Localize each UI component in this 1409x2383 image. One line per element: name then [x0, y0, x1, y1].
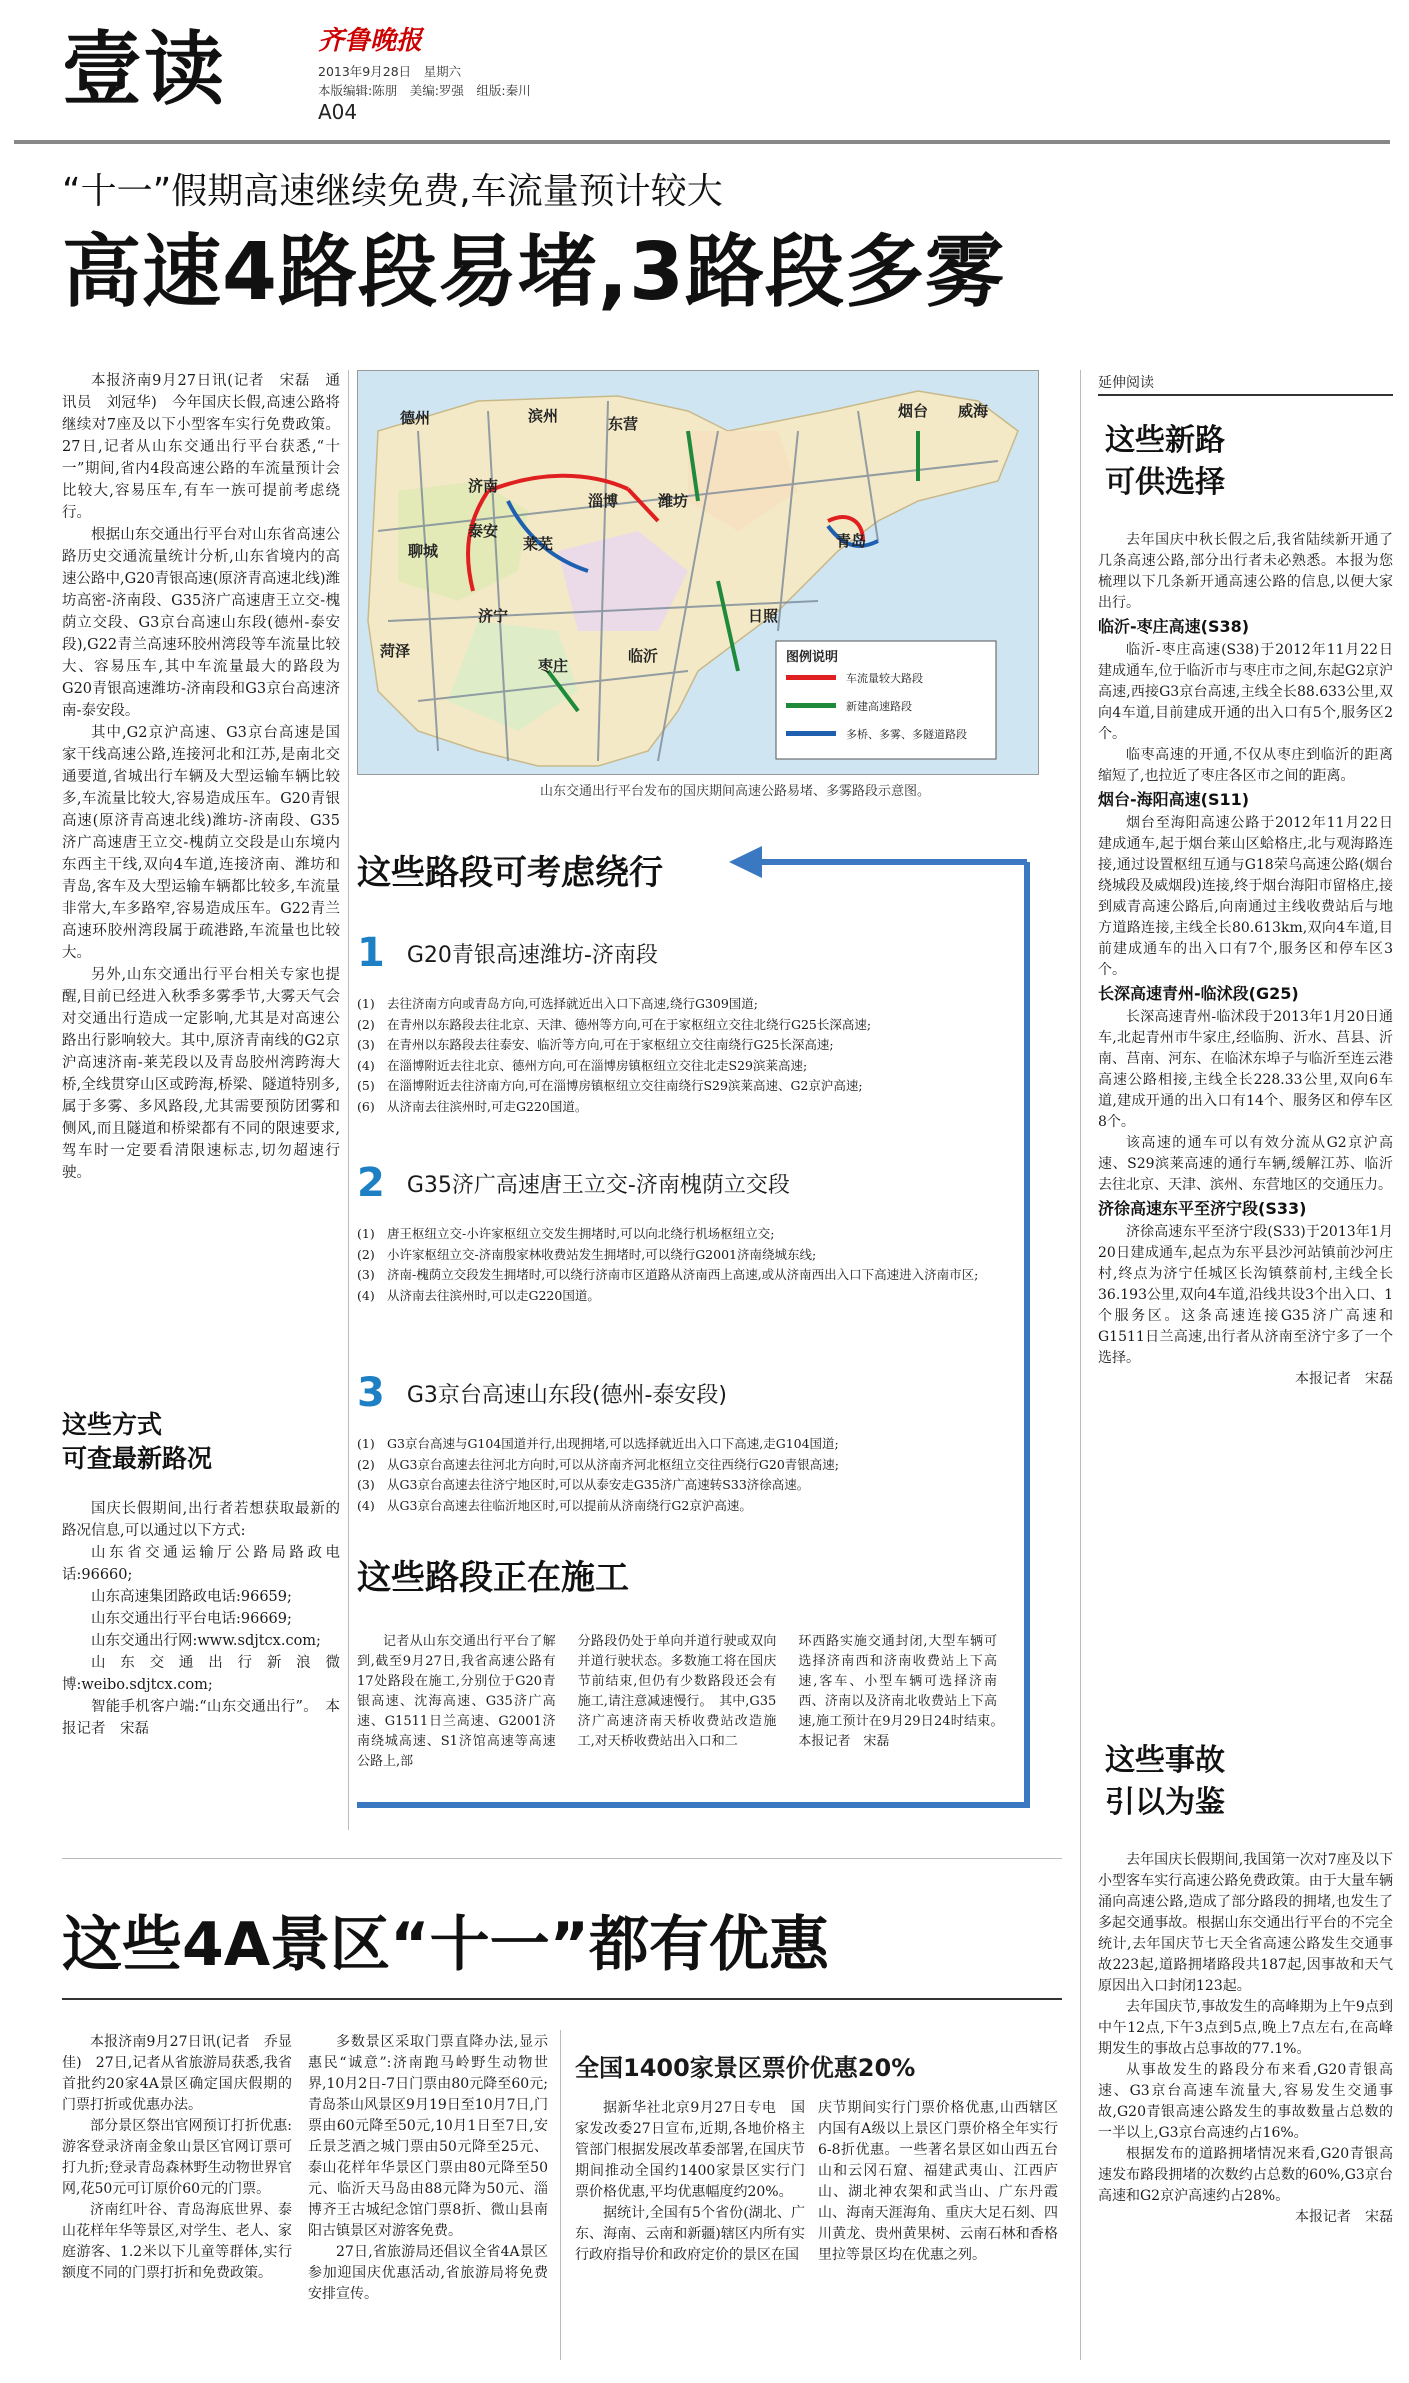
city-label: 烟台	[898, 402, 929, 420]
route-item: (1) 去往济南方向或青岛方向,可选择就近出入口下高速,绕行G309国道;	[357, 996, 759, 1011]
map-caption: 山东交通出行平台发布的国庆期间高速公路易堵、多雾路段示意图。	[540, 784, 931, 799]
route-item: (3) 在青州以东路段去往泰安、临沂等方向,可在于家枢纽立交往南绕行G25长深高速;	[357, 1037, 834, 1052]
route-title: G20青银高速潍坊-济南段	[406, 942, 658, 968]
paragraph: 山东交通出行新浪微博:weibo.sdjtcx.com;	[62, 1655, 340, 1693]
lead-article-col1	[62, 370, 340, 1184]
scenic-col3	[575, 2098, 805, 2266]
editor-credits: 本版编辑:陈朋 美编:罗强 组版:秦川	[318, 83, 531, 98]
route-item: (4) 从G3京台高速去往临沂地区时,可以提前从济南绕行G2京沪高速。	[357, 1497, 752, 1513]
paragraph: 其中,G2京沪高速、G3京台高速是国家干线高速公路,连接河北和江苏,是南北交通要道,省城出行车辆及大型运输车辆比较多,车流量比较大,容易造成压车。G20青银高速(原济青高速北线)潍坊-济南段、G35济广高速唐王立交-槐荫立交段是山东境内东西主干线,双向4车道,连接济南、潍坊和青岛,客车及大型运输车辆都比较多,车流量非常大,车多路窄,容易造成压车。G22青兰高速环胶州湾段属于疏港路,车流量也比较大。	[62, 725, 340, 961]
scenic-col2	[308, 2032, 548, 2305]
scenic-headline: 这些4A景区“十一”都有优惠	[62, 1910, 830, 1980]
city-label: 青岛	[836, 532, 867, 550]
route-1	[357, 930, 997, 1117]
city-label: 枣庄	[538, 657, 569, 675]
route-item: (6) 从济南去往滨州时,可走G220国道。	[357, 1098, 588, 1114]
road-info-heading: 这些方式 可查最新路况	[62, 1410, 213, 1473]
city-label: 东营	[608, 415, 639, 433]
paragraph: 本报济南9月27日讯(记者 乔显佳) 27日,记者从省旅游局获悉,我省首批约20家4A景区确定国庆假期的门票打折或优惠办法。	[62, 2034, 292, 2113]
scenic-col1	[62, 2032, 292, 2284]
route-number: 2	[357, 1160, 385, 1206]
paragraph: 去年国庆长假期间,我国第一次对7座及以下小型客车实行高速公路免费政策。由于大量车辆涌向高速公路,造成了部分路段的拥堵,也发生了多起交通事故。根据山东交通出行平台的不完全统计,去年国庆节七天全省高速公路发生交通事故223起,道路拥堵路段共187起,因事故和天气原因出入口封闭123起。	[1098, 1852, 1393, 1994]
paragraph: 27日,省旅游局还倡议全省4A景区参加迎国庆优惠活动,省旅游局将免费安排宣传。	[308, 2244, 548, 2302]
legend-swatch	[786, 675, 836, 680]
city-label: 德州	[400, 409, 431, 427]
issue-date: 2013年9月28日 星期六	[318, 64, 462, 79]
header-rule	[14, 140, 1390, 144]
paragraph: 国庆长假期间,出行者若想获取最新的路况信息,可以通过以下方式:	[62, 1501, 340, 1539]
route-item: (2) 小许家枢纽立交-济南殷家林收费站发生拥堵时,可以绕行G2001济南绕城东线;	[357, 1246, 817, 1262]
city-label: 聊城	[408, 542, 439, 560]
route-item: (1) 唐王枢纽立交-小许家枢纽立交发生拥堵时,可以向北绕行机场枢纽立交;	[357, 1226, 775, 1241]
route-item: (3) 从G3京台高速去往济宁地区时,可以从泰安走G35济广高速转S33济徐高速。	[357, 1477, 810, 1492]
route-number: 1	[357, 930, 385, 976]
column-divider	[560, 2030, 561, 2360]
paragraph: 从事故发生的路段分布来看,G20青银高速、G3京台高速车流量大,容易发生交通事故,G20青银高速公路发生的事故数量占总数的一半以上,G3京台高速约占16%。	[1098, 2062, 1393, 2141]
route-item: (2) 在青州以东路段去往北京、天津、德州等方向,可在于家枢纽立交往北绕行G25长深高速;	[357, 1016, 872, 1032]
paragraph: 山东交通出行平台电话:96669;	[91, 1611, 292, 1627]
legend-swatch	[786, 703, 836, 708]
paragraph: 分路段仍处于单向并道行驶或双向并道行驶状态。多数施工将在国庆节前结束,但仍有少数路段还会有施工,请注意减速慢行。 其中,G35济广高速济南天桥收费站改造施工,对天桥收费站出入口和二	[577, 1634, 777, 1749]
map-graphic	[358, 371, 1039, 775]
paragraph: 去年国庆中秋长假之后,我省陆续新开通了几条高速公路,部分出行者未必熟悉。本报为您梳理以下几条新开通高速公路的信息,以便大家出行。	[1098, 532, 1393, 611]
arrow-left-icon	[729, 846, 762, 878]
paragraph: 临枣高速的开通,不仅从枣庄到临沂的距离缩短了,也拉近了枣庄各区市之间的距离。	[1098, 747, 1393, 784]
scenic-col4	[818, 2098, 1058, 2266]
new-roads-article	[1098, 530, 1393, 1390]
route-2	[357, 1160, 997, 1306]
paragraph: 据统计,全国有5个省份(湖北、广东、海南、云南和新疆)辖区内所有实行政府指导价和政府定价的景区在国	[575, 2205, 805, 2263]
route-title: G3京台高速山东段(德州-泰安段)	[406, 1382, 727, 1408]
lead-kicker: “十一”假期高速继续免费,车流量预计较大	[62, 171, 723, 212]
byline: 本报记者 宋磊	[1295, 1371, 1393, 1387]
shandong-map	[357, 370, 1039, 775]
legend-swatch	[786, 731, 836, 736]
svg-text:新建高速路段: 新建高速路段	[846, 700, 912, 713]
paragraph: 烟台至海阳高速公路于2012年11月22日建成通车,起于烟台莱山区蛤格庄,北与观海路连接,通过设置枢纽互通与G18荣乌高速公路(烟台绕城段及威烟段)连接,终于烟台海阳市留格庄,接到威青高速公路后,向南通过主线收费站后与地方道路连接,主线全长80.613km,双向4车道,目前建成通车的出入口有7个,服务区和停车区3个。	[1098, 815, 1393, 978]
paragraph: 去年国庆节,事故发生的高峰期为上午9点到中午12点,下午3点到5点,晚上7点左右,在高峰期发生的事故占总事故的77.1%。	[1098, 1999, 1393, 2057]
paragraph: 另外,山东交通出行平台相关专家也提醒,目前已经进入秋季多雾季节,大雾天气会对交通出行造成一定影响,尤其是对高速公路出行影响较大。其中,原济青南线的G2京沪高速济南-莱芜段以及青岛胶州湾跨海大桥,全线贯穿山区或跨海,桥梁、隧道特别多,属于多雾、多风路段,尤其需要预防团雾和侧风,而且隧道和桥梁都有不同的限速要求,驾车时一定要看清限速标志,切勿超速行驶。	[62, 967, 340, 1181]
svg-text:图例说明: 图例说明	[786, 650, 839, 665]
road-subhead: 烟台-海阳高速(S11)	[1098, 790, 1250, 809]
header-meta	[318, 62, 531, 100]
city-label: 济南	[468, 477, 499, 495]
scenic-subhead: 全国1400家景区票价优惠20%	[575, 2054, 916, 2082]
further-reading-label: 延伸阅读	[1098, 372, 1393, 396]
construction-article	[357, 1632, 1024, 1772]
paragraph: 根据山东交通出行平台对山东省高速公路历史交通流量统计分析,山东省境内的高速公路中,G20青银高速(原济青高速北线)潍坊高密-济南段、G35济广高速唐王立交-槐荫立交段、G3京台高速山东段(德州-泰安段),G22青兰高速环胶州湾段等车流量比较大、容易压车,其中车流量最大的路段为G20青银高速潍坊-济南段和G3京台高速济南-泰安段。	[62, 527, 340, 719]
road-subhead: 长深高速青州-临沭段(G25)	[1098, 984, 1299, 1003]
route-item: (5) 在淄博附近去往济南方向,可在淄博房镇枢纽立交往南绕行S29滨莱高速、G2京沪高速;	[357, 1078, 863, 1093]
paragraph: 山东高速集团路政电话:96659;	[91, 1589, 292, 1605]
column-divider	[1080, 370, 1081, 2360]
route-number: 3	[357, 1370, 385, 1416]
city-label: 威海	[958, 402, 989, 420]
city-label: 莱芜	[523, 535, 554, 553]
city-label: 淄博	[588, 492, 619, 510]
paragraph: 长深高速青州-临沭段于2013年1月20日通车,北起青州市牛家庄,经临朐、沂水、莒县、沂南、莒南、河东、在临沭东埠子与临沂至连云港高速公路相接,主线全长228.33公里,双向6车道,建成开通的出入口有14个、服务区和停车区8个。	[1098, 1009, 1393, 1130]
headline-rule	[62, 1998, 1062, 2000]
road-subhead: 临沂-枣庄高速(S38)	[1098, 617, 1250, 636]
paragraph: 环西路实施交通封闭,大型车辆可选择济南西和济南收费站上下高速,客车、小型车辆可选择济南西、济南以及济南北收费站上下高速,施工预计在9月29日24时结束。 本报记者 宋磊	[798, 1634, 1024, 1749]
lead-headline: 高速4路段易堵,3路段多雾	[62, 226, 1005, 318]
svg-text:车流量较大路段: 车流量较大路段	[846, 672, 923, 685]
paragraph: 该高速的通车可以有效分流从G2京沪高速、S29滨莱高速的通行车辆,缓解江苏、临沂去往北京、天津、滨州、东营地区的交通压力。	[1098, 1135, 1393, 1193]
accident-heading: 这些事故 引以为鉴	[1105, 1743, 1225, 1820]
route-item: (3) 济南-槐荫立交段发生拥堵时,可以绕行济南市区道路从济南西上高速,或从济南西出入口下高速进入济南市区;	[357, 1267, 979, 1282]
section-masthead: 壹读	[62, 23, 226, 116]
city-label: 滨州	[528, 407, 559, 425]
svg-text:多桥、多雾、多隧道路段: 多桥、多雾、多隧道路段	[846, 728, 967, 741]
section-divider	[62, 1858, 1062, 1859]
route-title: G35济广高速唐王立交-济南槐荫立交段	[406, 1172, 790, 1198]
paragraph: 济徐高速东平至济宁段(S33)于2013年1月20日建成通车,起点为东平县沙河站镇前沙河庄村,终点为济宁任城区长沟镇蔡前村,主线全长36.193公里,双向4车道,沿线共设3个出入口、1个服务区。这条高速连接G35济广高速和G1511日兰高速,出行者从济南至济宁多了一个选择。	[1098, 1224, 1393, 1366]
city-label: 潍坊	[658, 492, 689, 510]
paragraph: 根据发布的道路拥堵情况来看,G20青银高速发布路段拥堵的次数约占总数的60%,G3京台高速和G2京沪高速约占28%。	[1098, 2146, 1393, 2204]
paragraph: 据新华社北京9月27日专电 国家发改委27日宣布,近期,各地价格主管部门根据发展改革委部署,在国庆节期间推动全国约1400家景区实行门票价格优惠,平均优惠幅度约20%。	[575, 2100, 805, 2200]
city-label: 日照	[748, 607, 779, 625]
route-item: (4) 从济南去往滨州时,可以走G220国道。	[357, 1287, 600, 1303]
paragraph: 临沂-枣庄高速(S38)于2012年11月22日建成通车,位于临沂市与枣庄市之间,东起G2京沪高速,西接G3京台高速,主线全长88.633公里,双向4车道,目前建成开通的出入口有5个,服务区2个。	[1098, 642, 1393, 742]
city-label: 济宁	[478, 607, 509, 625]
city-label: 临沂	[628, 647, 659, 665]
paragraph: 庆节期间实行门票价格优惠,山西辖区内国有A级以上景区门票价格全年实行6-8折优惠。一些著名景区如山西五台山和云冈石窟、福建武夷山、江西庐山、湖北神农架和武当山、广东丹霞山、海南天涯海角、重庆大足石刻、四川黄龙、贵州黄果树、云南石林和香格里拉等景区均在优惠之列。	[818, 2100, 1058, 2263]
paragraph: 本报济南9月27日讯(记者 宋磊 通讯员 刘冠华) 今年国庆长假,高速公路将继续对7座及以下小型客车实行免费政策。27日,记者从山东交通出行平台获悉,“十一”期间,省内4段高速公路的车流量预计会比较大,容易压车,有车一族可提前考虑绕行。	[62, 373, 340, 521]
route-item: (1) G3京台高速与G104国道并行,出现拥堵,可以选择就近出入口下高速,走G104国道;	[357, 1436, 839, 1451]
paragraph: 记者从山东交通出行平台了解到,截至9月27日,我省高速公路有17处路段在施工,分别位于G20青银高速、沈海高速、G35济广高速、G1511日兰高速、G2001济南绕城高速、S1济馆高速等高速公路上,部	[357, 1634, 556, 1769]
paragraph: 智能手机客户端:“山东交通出行”。 本报记者 宋磊	[62, 1699, 340, 1737]
route-item: (4) 在淄博附近去往北京、德州方向,可在淄博房镇枢纽立交往北走S29滨莱高速;	[357, 1057, 808, 1073]
paragraph: 部分景区祭出官网预订打折优惠:游客登录济南金象山景区官网订票可打九折;登录青岛森林野生动物世界官网,花50元可订原价60元的门票。	[62, 2118, 292, 2197]
road-subhead: 济徐高速东平至济宁段(S33)	[1098, 1199, 1307, 1218]
map-legend	[776, 641, 996, 759]
newspaper-logo: 齐鲁晚报	[318, 26, 423, 56]
paragraph: 多数景区采取门票直降办法,显示惠民“诚意”:济南跑马岭野生动物世界,10月2日-7日门票由80元降至60元;青岛茶山风景区9月19日至10月7日,门票由60元降至50元,10月1日至7日,安丘景芝酒之城门票由50元降至25元、泰山花样年华景区门票由80元降至50元、临沂天马岛由88元降为50元、淄博齐王古城纪念馆门票8折、微山县南阳古镇景区对游客免费。	[308, 2034, 548, 2239]
road-info-list	[62, 1498, 340, 1740]
route-3	[357, 1370, 997, 1516]
city-label: 菏泽	[380, 642, 411, 660]
route-item: (2) 从G3京台高速去往河北方向时,可以从济南齐河北枢纽立交往西绕行G20青银高速;	[357, 1456, 840, 1472]
byline: 本报记者 宋磊	[1295, 2209, 1393, 2225]
new-roads-heading: 这些新路 可供选择	[1105, 423, 1225, 500]
accident-article	[1098, 1850, 1393, 2228]
paragraph: 济南红叶谷、青岛海底世界、泰山花样年华等景区,对学生、老人、家庭游客、1.2米以下儿童等群体,实行额度不同的门票打折和免费政策。	[62, 2202, 292, 2281]
construction-title: 这些路段正在施工	[357, 1558, 629, 1598]
page-number: A04	[318, 100, 358, 124]
column-divider	[348, 370, 349, 1830]
paragraph: 山东交通出行网:www.sdjtcx.com;	[91, 1633, 321, 1649]
detour-title: 这些路段可考虑绕行	[357, 853, 663, 893]
city-label: 泰安	[468, 522, 499, 540]
paragraph: 山东省交通运输厅公路局路政电话:96660;	[62, 1545, 340, 1583]
